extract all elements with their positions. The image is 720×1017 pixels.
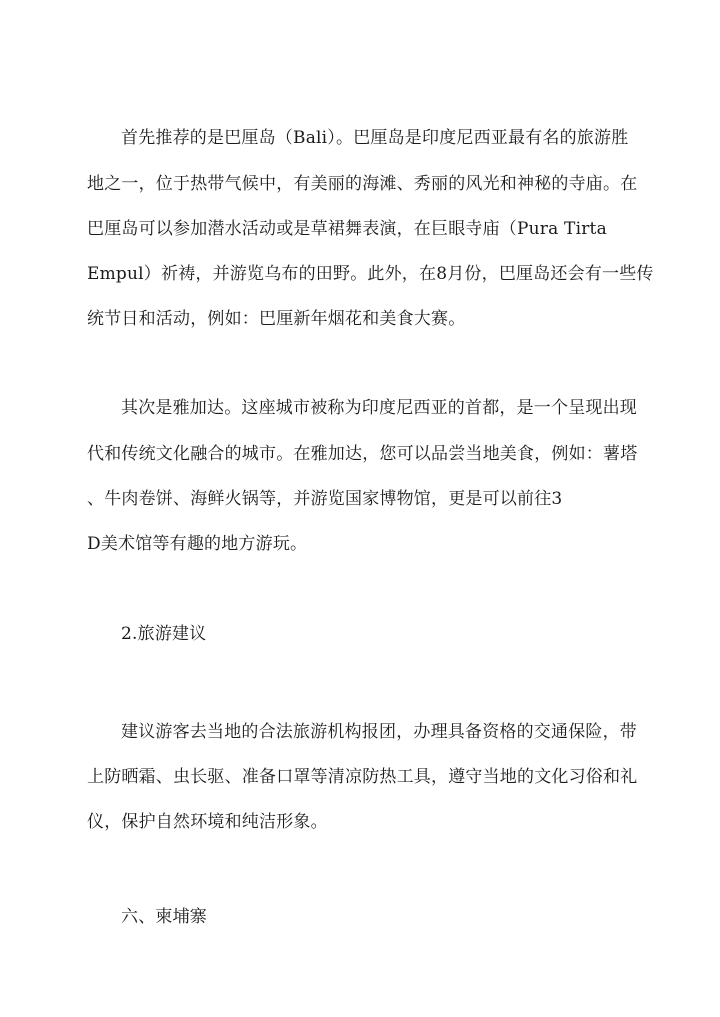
text-line: 上防晒霜、虫长驱、准备口罩等清凉防热工具，遵守当地的文化习俗和礼 bbox=[87, 767, 638, 787]
text-line: 地之一，位于热带气候中，有美丽的海滩、秀丽的风光和神秘的寺庙。在 bbox=[87, 174, 638, 194]
text-line: Empul）祈祷，并游览乌布的田野。此外，在8月份，巴厘岛还会有一些传 bbox=[87, 264, 654, 284]
text-line: 统节日和活动，例如：巴厘新年烟花和美食大赛。 bbox=[87, 309, 466, 329]
text-line: 首先推荐的是巴厘岛（Bali）。巴厘岛是印度尼西亚最有名的旅游胜 bbox=[121, 128, 629, 148]
heading-cambodia: 六、柬埔寨 bbox=[121, 907, 207, 927]
text-line: 建议游客去当地的合法旅游机构报团，办理具备资格的交通保险，带 bbox=[121, 722, 637, 742]
text-line: 、牛肉卷饼、海鲜火锅等，并游览国家博物馆，更是可以前往3 bbox=[87, 489, 563, 509]
text-line: D美术馆等有趣的地方游玩。 bbox=[87, 534, 308, 554]
text-line: 仪，保护自然环境和纯洁形象。 bbox=[87, 812, 328, 832]
text-line: 巴厘岛可以参加潜水活动或是草裙舞表演，在巨眼寺庙（Pura Tirta bbox=[87, 219, 607, 239]
text-line: 其次是雅加达。这座城市被称为印度尼西亚的首都，是一个呈现出现 bbox=[121, 398, 637, 418]
heading-travel-advice: 2.旅游建议 bbox=[121, 624, 207, 644]
text-line: 代和传统文化融合的城市。在雅加达，您可以品尝当地美食，例如：薯塔 bbox=[87, 444, 638, 464]
